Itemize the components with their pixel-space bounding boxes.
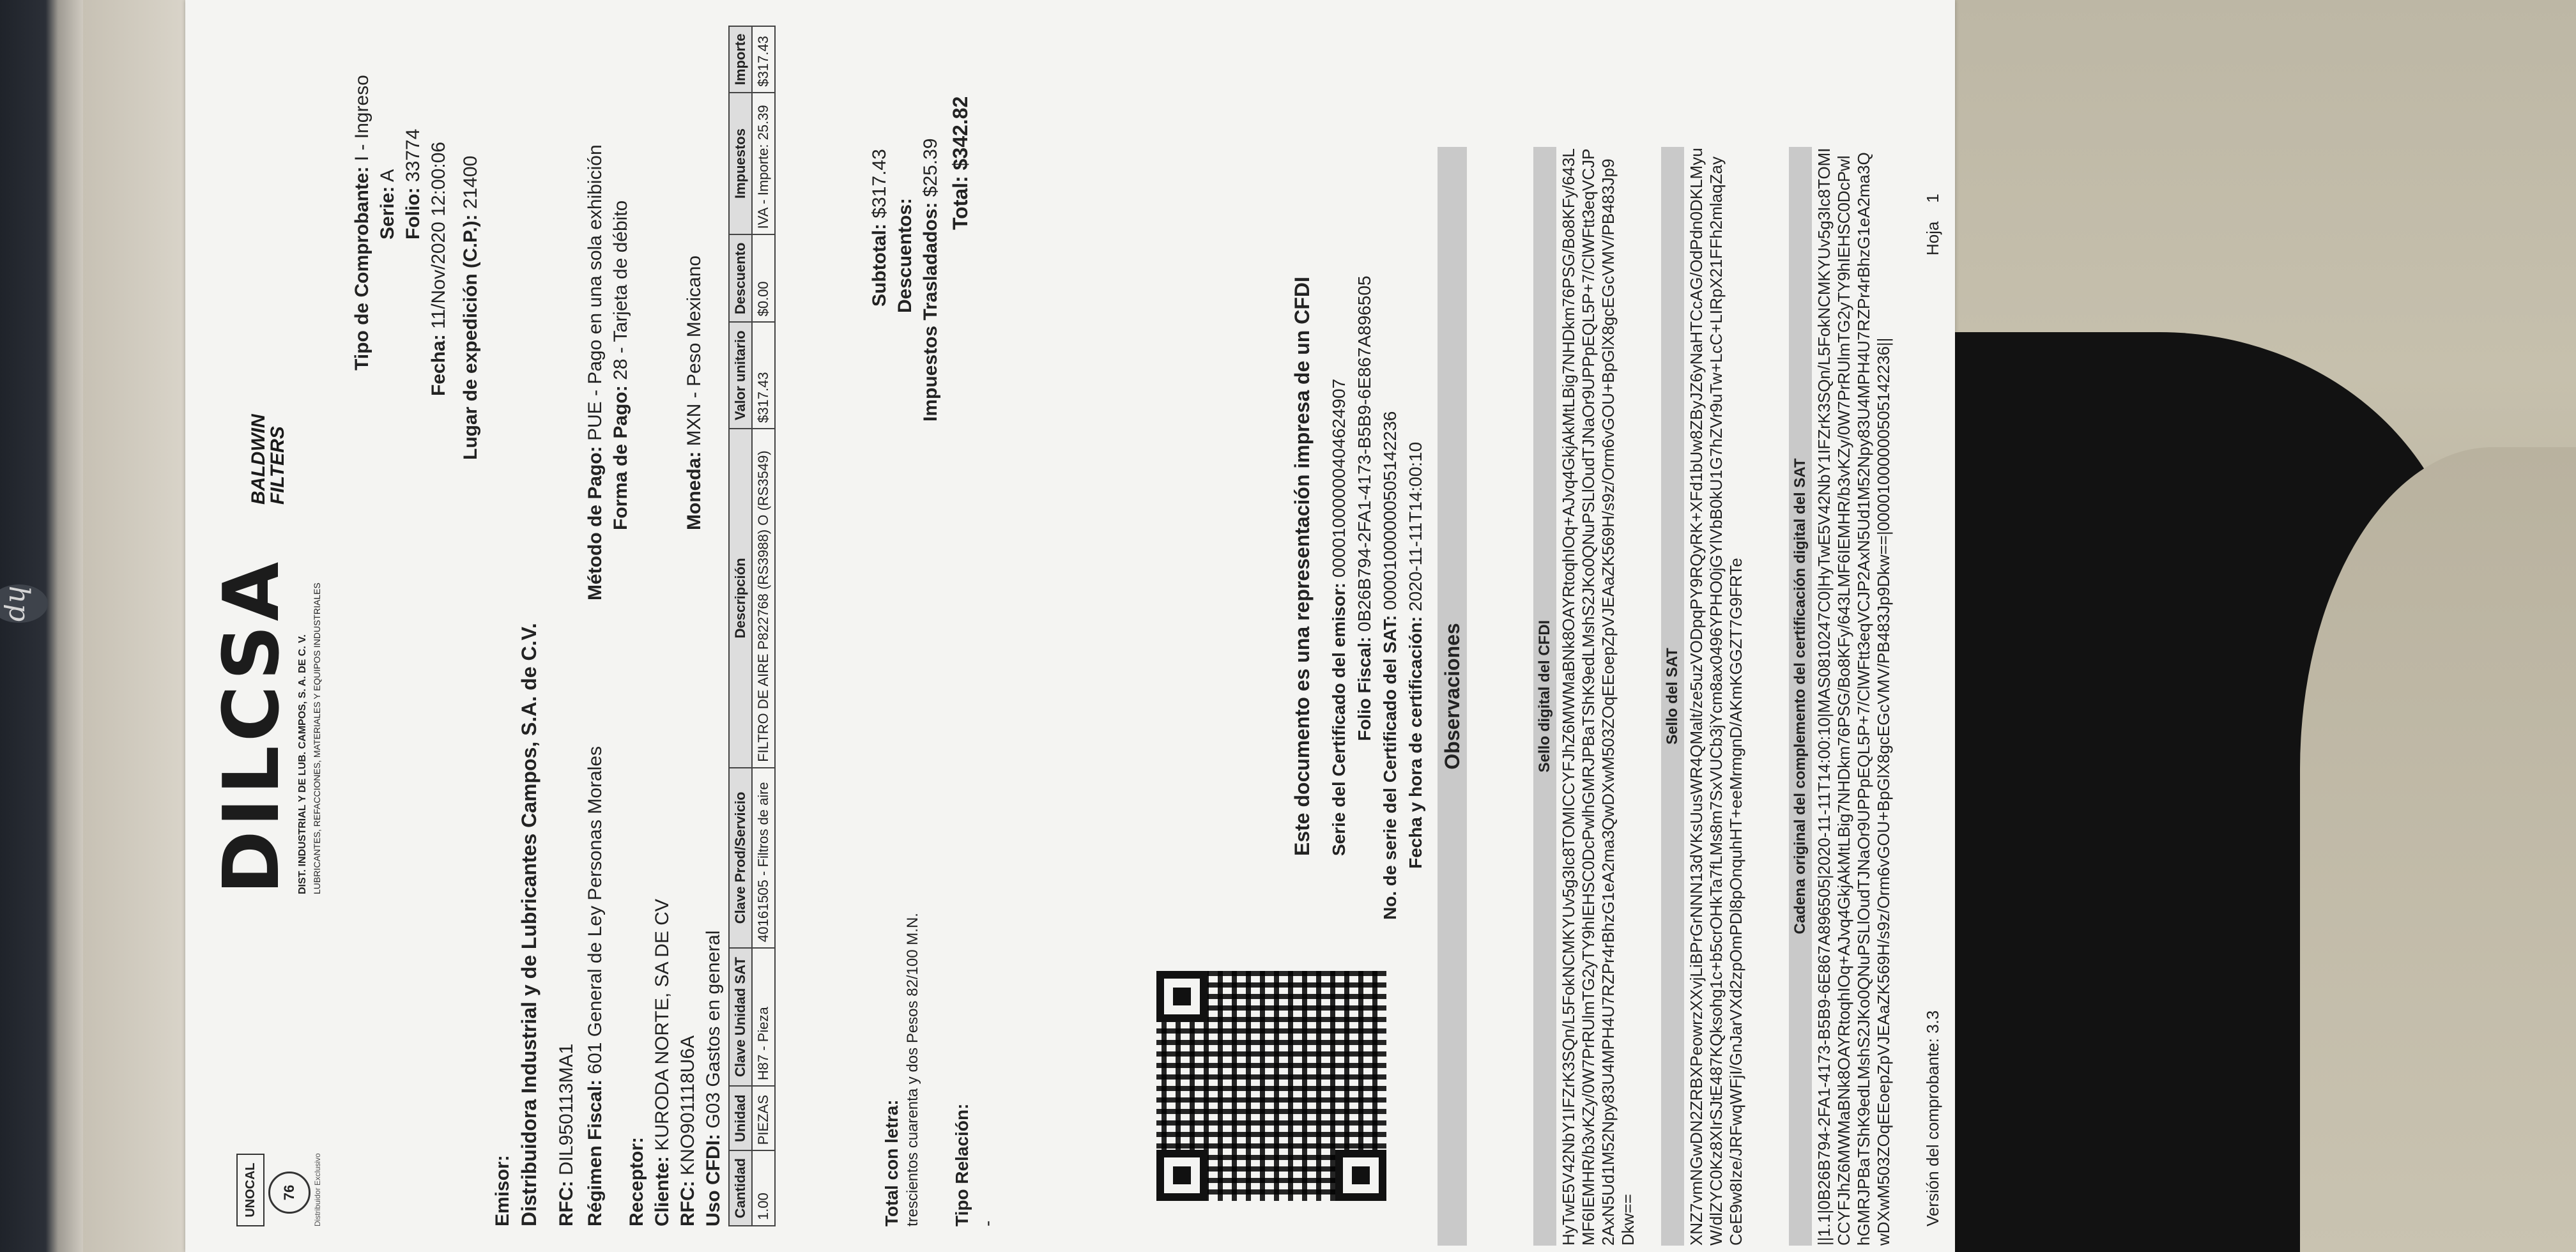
fecha-label: Fecha: xyxy=(428,334,449,396)
col-descuento: Descuento xyxy=(729,234,752,322)
emisor-regimen-value: 601 General de Ley Personas Morales xyxy=(585,745,606,1074)
receptor-rfc xyxy=(677,1035,699,1226)
emisor-regimen xyxy=(585,746,606,1226)
hoja-value: 1 xyxy=(1923,194,1942,203)
dilcsa-logo: DILCSA xyxy=(208,558,296,894)
total-label: Total: xyxy=(949,176,972,230)
emisor-label: Emisor: xyxy=(492,1155,513,1226)
emisor-name: Distribuidora Industrial y de Lubricantes Campos, S.A. de C.V. xyxy=(518,623,540,1226)
fecha-cert-value: 2020-11-11T14:00:10 xyxy=(1406,441,1425,611)
cell-descuento: $0.00 xyxy=(752,234,775,322)
laptop-edge xyxy=(0,0,83,1252)
serie-cert-sat-label: No. de serie del Certificado del SAT: xyxy=(1380,615,1400,920)
serie-cert-emisor-label: Serie del Certificado del emisor: xyxy=(1329,583,1349,856)
lugar-value: 21400 xyxy=(460,155,481,210)
version-comprobante xyxy=(1923,1011,1943,1226)
version-value: 3.3 xyxy=(1923,1010,1942,1034)
cfdi-heading: Este documento es una representación impresa de un CFDI xyxy=(1291,277,1314,856)
uso-cfdi-label: Uso CFDI: xyxy=(703,1134,724,1226)
folio-fiscal-label: Folio Fiscal: xyxy=(1354,636,1374,741)
sello-sat-value: XNZ7vmNGwDN2ZRBXPeowrzXXvjLiBPrGrNNN13dVKsUusWR4QMalt/ze5uzVODpqPY9RQyRK+XFd1bUw8ZByJZ6yNaHTCcAG/OdPdn0DKLMyuW/dlZYC0Kz8XIrSJtE487KQksohg1c+b5crOHkTa7fLMs8m7SxVUCb3jYcm8ax0496YPHO0jGYlVbB0kU1G7hZVr9uTw+LcC+LIRpX21FFh2mlaqZayCeE9w8Ize/JRFwqWFjI/GnJarVXd2zpOmPDl8pOnquhHT+eeMrmgnD/AKmKGGZT7G9FRTe xyxy=(1687,148,1745,1246)
forma-pago-label: Forma de Pago: xyxy=(610,385,631,530)
serie-label: Serie: xyxy=(377,186,398,240)
cliente-label: Cliente: xyxy=(652,1156,673,1226)
unocal-text: UNOCAL xyxy=(243,1163,257,1218)
metodo-pago-label: Método de Pago: xyxy=(585,446,606,600)
col-clave-prod: Clave Prod/Servicio xyxy=(729,768,752,948)
tipo-comprobante xyxy=(351,75,373,370)
cell-clave-prod: 40161505 - Filtros de aire xyxy=(752,768,775,948)
forma-pago xyxy=(610,201,632,530)
forma-pago-value: 28 - Tarjeta de débito xyxy=(610,200,631,380)
col-impuestos: Impuestos xyxy=(729,93,752,235)
receptor-cliente xyxy=(652,899,673,1226)
impuestos-value: $25.39 xyxy=(920,138,941,197)
fecha-cert-label: Fecha y hora de certificación: xyxy=(1406,616,1425,869)
receptor-label: Receptor: xyxy=(626,1136,647,1226)
moneda xyxy=(684,256,705,530)
uso-cfdi-value: G03 Gastos en general xyxy=(703,930,724,1129)
cell-clave-unidad: H87 - Pieza xyxy=(752,948,775,1086)
sello-sat-label: Sello del SAT xyxy=(1661,147,1684,1246)
qr-finder-tl xyxy=(1156,1150,1208,1201)
qr-code xyxy=(1156,971,1386,1201)
dilcsa-tagline: LUBRICANTES, REFACCIONES, MATERIALES Y EQUIPOS INDUSTRIALES xyxy=(312,583,322,894)
table-row xyxy=(752,26,775,1226)
fecha xyxy=(428,142,450,396)
subtotal xyxy=(869,149,891,307)
col-cantidad: Cantidad xyxy=(729,1150,752,1226)
lugar-expedicion xyxy=(460,156,482,460)
invoice-document xyxy=(185,0,1955,1252)
qr-finder-bl xyxy=(1335,1150,1386,1201)
cell-impuestos: IVA - Importe: 25.39 xyxy=(752,93,775,235)
serie-cert-sat-value: 00001000000505142236 xyxy=(1380,411,1400,611)
metodo-pago-value: PUE - Pago en una sola exhibición xyxy=(585,144,606,441)
lugar-label: Lugar de expedición (C.P.): xyxy=(460,214,481,460)
cell-unidad: PIEZAS xyxy=(752,1086,775,1150)
impuestos-trasladados xyxy=(920,138,942,422)
descuentos xyxy=(894,198,916,313)
cliente-value: KURODA NORTE, SA DE CV xyxy=(652,899,673,1151)
emisor-rfc-label: RFC: xyxy=(556,1180,577,1226)
sello-cfdi-value: HyTwE5V42NbY1IFZrK3SQn/L5FokNCMKYUv5g3Ic8TOMICCYFJhZ6MWMaBNk8OAYRtoqhIOq+AJvq4GkjAkMtLBig7NHDkm76PSG/Bo8KFy/643LMF6IEMHR/b3vKZy/0W7PrRUlmTG2yTY9hIEHSC0DcPwlhGMRJPBaTShK9edLMshS2JKo0QNuPSLlOudTJNaOr9UPPpEQL5P+7/ClWFtt3eqVCJP2AxN5Ud1M52Npy83U4MPH4U7RZPr4rBhzG1eA2ma3QwDXwM503ZOqEEoepZpVJEAaZK569H/s9z/Orm6vGOU+BpGlX8gcEGcVMV/PB483Jp9Dkw== xyxy=(1559,148,1637,1246)
total xyxy=(949,96,972,230)
observaciones-band: Observaciones xyxy=(1438,147,1467,1246)
cell-descripcion: FILTRO DE AIRE P822768 (RS3988) O (RS3549) xyxy=(752,429,775,768)
receptor-uso xyxy=(703,930,724,1226)
fecha-value: 11/Nov/2020 12:00:06 xyxy=(428,141,449,329)
fecha-certificacion xyxy=(1406,442,1426,869)
col-valor-unitario: Valor unitario xyxy=(729,322,752,429)
cell-importe: $317.43 xyxy=(752,26,775,93)
folio-value: 33774 xyxy=(402,128,424,183)
unocal-number: 76 xyxy=(281,1184,297,1201)
hp-logo-icon: hp xyxy=(0,584,48,623)
emisor-rfc xyxy=(556,1044,578,1226)
distributor-tag: Distribuidor Exclusivo xyxy=(313,1153,322,1226)
metodo-pago xyxy=(585,144,606,600)
unocal-logo xyxy=(236,1154,264,1226)
serie-cert-sat xyxy=(1380,411,1400,920)
total-letra-label: Total con letra: xyxy=(882,1099,901,1226)
subtotal-label: Subtotal: xyxy=(869,224,890,307)
serie-cert-emisor-value: 00001000000404624907 xyxy=(1329,378,1349,578)
tipo-comprobante-label: Tipo de Comprobante: xyxy=(351,166,372,370)
total-letra-value: trescientos cuarenta y dos Pesos 82/100 M.N. xyxy=(904,913,921,1226)
col-descripcion: Descripción xyxy=(729,429,752,768)
invoice-paper xyxy=(185,0,1955,1252)
version-label: Versión del comprobante: xyxy=(1923,1038,1942,1226)
serie-cert-emisor xyxy=(1329,379,1349,856)
qr-finder-tr xyxy=(1156,971,1208,1022)
sello-cfdi-label: Sello digital del CFDI xyxy=(1533,147,1556,1246)
col-clave-unidad: Clave Unidad SAT xyxy=(729,948,752,1086)
col-importe: Importe xyxy=(729,26,752,93)
tipo-relacion-value: - xyxy=(977,1220,997,1226)
baldwin-logo: BALDWIN FILTERS xyxy=(248,414,288,505)
hoja xyxy=(1923,194,1943,256)
receptor-rfc-label: RFC: xyxy=(677,1180,698,1226)
emisor-rfc-value: DIL950113MA1 xyxy=(556,1043,577,1175)
unocal-76-logo xyxy=(268,1172,310,1214)
col-unidad: Unidad xyxy=(729,1086,752,1150)
tipo-relacion-label: Tipo Relación: xyxy=(952,1103,972,1226)
folio-label: Folio: xyxy=(402,187,424,240)
total-value: $342.82 xyxy=(949,96,972,171)
cadena-original-label: Cadena original del complemento del certificación digital del SAT xyxy=(1789,147,1812,1246)
tipo-comprobante-value: I - Ingreso xyxy=(351,75,372,162)
emisor-regimen-label: Régimen Fiscal: xyxy=(585,1079,606,1226)
moneda-value: MXN - Peso Mexicano xyxy=(684,255,705,447)
impuestos-label: Impuestos Trasladados: xyxy=(920,202,941,422)
items-header-row xyxy=(729,26,752,1226)
cell-valor-unitario: $317.43 xyxy=(752,322,775,429)
folio xyxy=(402,129,424,240)
serie-value: A xyxy=(377,169,398,182)
serie xyxy=(377,169,399,240)
dilcsa-subtitle: DIST. INDUSTRIAL Y DE LUB. CAMPOS, S. A. DE C. V. xyxy=(297,634,308,894)
receptor-rfc-value: KNO901118U6A xyxy=(677,1035,698,1175)
items-table xyxy=(728,26,776,1226)
cell-cantidad: 1.00 xyxy=(752,1150,775,1226)
descuentos-label: Descuentos: xyxy=(894,197,916,313)
hoja-label: Hoja xyxy=(1923,221,1942,256)
folio-fiscal xyxy=(1354,276,1375,741)
folio-fiscal-value: 0B26B794-2FA1-4173-B5B9-6E867A896505 xyxy=(1354,275,1374,632)
subtotal-value: $317.43 xyxy=(869,149,890,218)
cadena-original-value: ||1.1|0B26B794-2FA1-4173-B5B9-6E867A896505|2020-11-11T14:00:10|MAS0810247C0|HyTwE5V42NbY1IFZrK3SQn/L5FokNCMKYUv5g3Ic8TOMICCYFJhZ6MWMaBNk8OAYRtoqhIOq+AJvq4GkjAkMtLBig7NHDkm76PSG/Bo8KFy/643LMF6IEMHR/b3vKZy/0W7PrRUlmTG2yTY9hIEHSC0DcPwlhGMRJPBaTShK9edLMshS2JKo0QNuPSLlOudTJNaOr9UPPpEQL5P+7/ClWFtt3eqVCJP2AxN5Ud1M52Npy83U4MPH4U7RZPr4rBhzG1eA2ma3QwDXwM503ZOqEEoepZpVJEAaZK569H/s9z/Orm6vGOU+BpGlX8gcEGcVMV/PB483Jp9Dkw==|00001000000505142236|| xyxy=(1814,148,1893,1246)
moneda-label: Moneda: xyxy=(684,451,705,530)
